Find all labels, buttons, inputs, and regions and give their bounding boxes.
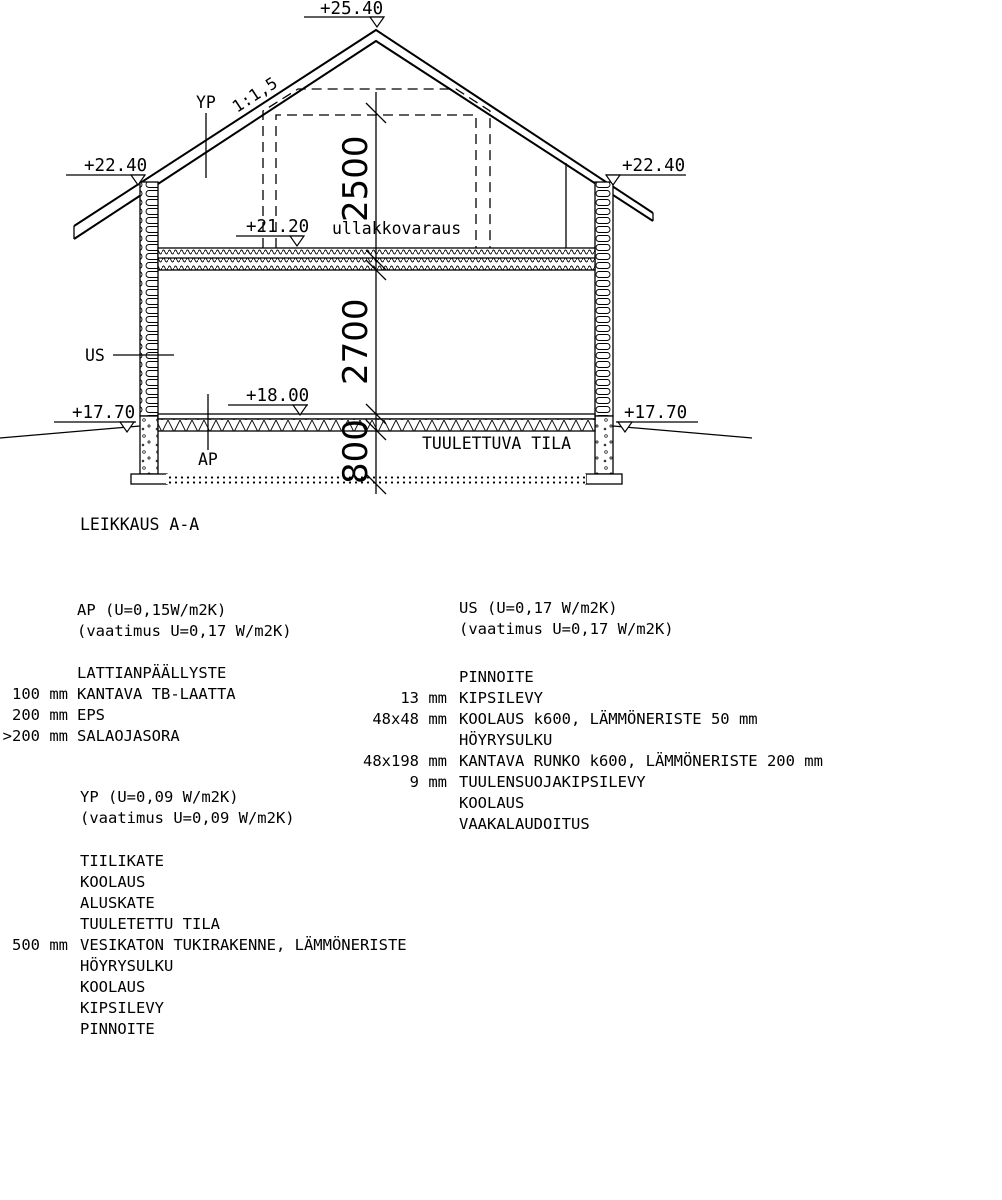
layer-thickness: 9 mm bbox=[409, 773, 447, 791]
layer-name: KOOLAUS k600, LÄMMÖNERISTE 50 mm bbox=[459, 710, 758, 728]
layer-name: LATTIANPÄÄLLYSTE bbox=[77, 664, 227, 682]
dimension-attic-height: 2500 bbox=[336, 135, 376, 222]
layer-thickness: 13 mm bbox=[400, 689, 447, 707]
layer-thickness: 48x48 mm bbox=[372, 710, 447, 728]
level-marker-attic-floor bbox=[236, 217, 309, 246]
level-marker-ground-right bbox=[616, 403, 698, 432]
section-drawing bbox=[0, 0, 1002, 560]
spec-us-layer bbox=[340, 730, 880, 751]
dimension-base-height: 800 bbox=[336, 419, 376, 484]
section-title: LEIKKAUS A-A bbox=[80, 515, 200, 534]
layer-thickness: >200 mm bbox=[2, 727, 68, 745]
level-floor: +18.00 bbox=[246, 386, 310, 406]
spec-us-layer bbox=[340, 667, 880, 688]
wall-left bbox=[131, 182, 167, 484]
wall-right bbox=[586, 182, 622, 484]
spec-yp-layer bbox=[0, 1019, 440, 1040]
spec-ap-requirement: (vaatimus U=0,17 W/m2K) bbox=[77, 622, 292, 640]
layer-name: TUULETETTU TILA bbox=[80, 915, 220, 933]
layer-thickness: 100 mm bbox=[12, 685, 68, 703]
level-marker-eave-right bbox=[606, 156, 686, 185]
spec-yp-layer bbox=[0, 893, 440, 914]
level-eave-left: +22.40 bbox=[84, 156, 148, 176]
layer-thickness: 48x198 mm bbox=[363, 752, 447, 770]
layer-name: KIPSILEVY bbox=[459, 689, 543, 707]
layer-name: KANTAVA RUNKO k600, LÄMMÖNERISTE 200 mm bbox=[459, 752, 823, 770]
spec-yp-layer bbox=[0, 851, 440, 872]
layer-name: HÖYRYSULKU bbox=[459, 731, 553, 749]
spec-us-layer bbox=[340, 814, 880, 835]
level-ground-left: +17.70 bbox=[72, 403, 136, 423]
spec-us bbox=[340, 598, 880, 835]
layer-name: KIPSILEVY bbox=[80, 999, 164, 1017]
layer-name: VAAKALAUDOITUS bbox=[459, 815, 590, 833]
layer-name: PINNOITE bbox=[459, 668, 534, 686]
level-marker-floor bbox=[228, 386, 309, 415]
dimension-room-height: 2700 bbox=[336, 298, 376, 385]
spec-us-heading: US (U=0,17 W/m2K) bbox=[459, 599, 618, 617]
spec-yp-layer bbox=[0, 998, 440, 1019]
spec-yp-layer bbox=[0, 935, 440, 956]
level-marker-ridge bbox=[304, 0, 384, 27]
spec-yp-layer bbox=[0, 977, 440, 998]
level-marker-eave-left bbox=[66, 156, 147, 185]
layer-name: TIILIKATE bbox=[80, 852, 164, 870]
spec-yp-layer bbox=[0, 956, 440, 977]
layer-name: SALAOJASORA bbox=[77, 727, 180, 745]
layer-name: ALUSKATE bbox=[80, 894, 155, 912]
wall-tag: US bbox=[85, 346, 105, 365]
spec-yp-layer bbox=[0, 914, 440, 935]
layer-name: HÖYRYSULKU bbox=[80, 957, 174, 975]
layer-name: EPS bbox=[77, 706, 105, 724]
layer-thickness: 500 mm bbox=[12, 936, 68, 954]
spec-us-layer bbox=[340, 709, 880, 730]
level-ridge: +25.40 bbox=[320, 0, 384, 19]
layer-name: KANTAVA TB-LAATTA bbox=[77, 685, 236, 703]
crawlspace-label: TUULETTUVA TILA bbox=[422, 434, 572, 453]
level-marker-ground-left bbox=[54, 403, 136, 432]
layer-name: KOOLAUS bbox=[459, 794, 525, 812]
layer-name: KOOLAUS bbox=[80, 873, 146, 891]
roof-slope-label: 1:1,5 bbox=[228, 73, 281, 117]
spec-ap-heading: AP (U=0,15W/m2K) bbox=[77, 601, 227, 619]
spec-us-layer bbox=[340, 772, 880, 793]
attic-reserve-label: ullakkovaraus bbox=[332, 219, 462, 238]
level-ground-right: +17.70 bbox=[624, 403, 688, 423]
spec-us-layer bbox=[340, 688, 880, 709]
floor-tag: AP bbox=[198, 450, 218, 469]
level-eave-right: +22.40 bbox=[622, 156, 686, 176]
spec-yp-heading: YP (U=0,09 W/m2K) bbox=[80, 788, 239, 806]
spec-yp-layer bbox=[0, 872, 440, 893]
spec-us-layer bbox=[340, 793, 880, 814]
roof-tag: YP bbox=[196, 93, 216, 112]
layer-name: PINNOITE bbox=[80, 1020, 155, 1038]
spec-us-requirement: (vaatimus U=0,17 W/m2K) bbox=[459, 620, 674, 638]
layer-thickness: 200 mm bbox=[12, 706, 68, 724]
level-attic-floor: +21.20 bbox=[246, 217, 310, 237]
layer-name: TUULENSUOJAKIPSILEVY bbox=[459, 773, 646, 791]
layer-name: KOOLAUS bbox=[80, 978, 146, 996]
spec-yp-requirement: (vaatimus U=0,09 W/m2K) bbox=[80, 809, 295, 827]
spec-us-layer bbox=[340, 751, 880, 772]
layer-name: VESIKATON TUKIRAKENNE, LÄMMÖNERISTE bbox=[80, 936, 407, 954]
